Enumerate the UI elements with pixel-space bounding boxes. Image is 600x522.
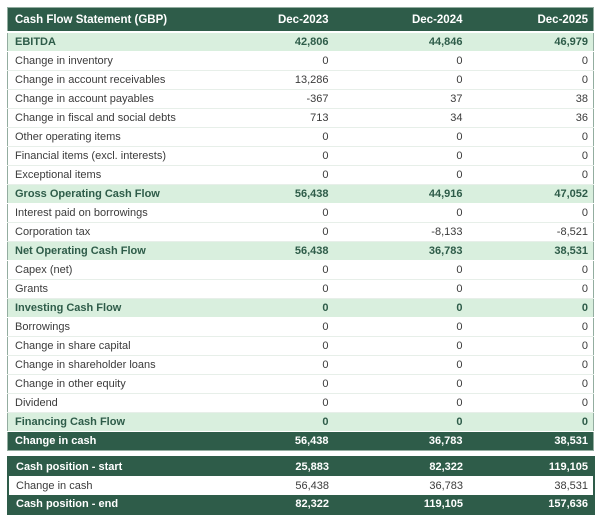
- cell-value: 0: [231, 375, 334, 394]
- cell-value: 25,883: [231, 457, 334, 477]
- row-label: Change in account payables: [8, 90, 231, 109]
- table-row: [8, 52, 594, 71]
- row-label: Investing Cash Flow: [8, 299, 231, 318]
- cell-value: 0: [468, 261, 594, 280]
- cell-value: 38,531: [468, 432, 594, 451]
- cell-value: 0: [468, 375, 594, 394]
- row-label: Change in cash: [8, 432, 231, 451]
- cell-value: 0: [468, 413, 594, 432]
- table-row: [8, 457, 594, 477]
- table-row: [8, 185, 594, 204]
- row-label: Dividend: [8, 394, 231, 413]
- row-label: Financing Cash Flow: [8, 413, 231, 432]
- cell-value: 36: [468, 109, 594, 128]
- table-row: [8, 71, 594, 90]
- cell-value: 0: [468, 128, 594, 147]
- row-label: Change in fiscal and social debts: [8, 109, 231, 128]
- cell-value: 36,783: [334, 242, 468, 261]
- row-label: Cash position - start: [8, 457, 231, 477]
- table-title: Cash Flow Statement (GBP): [8, 8, 231, 33]
- cell-value: 38,531: [468, 242, 594, 261]
- table-row: [8, 318, 594, 337]
- table-row: [8, 90, 594, 109]
- cell-value: 0: [231, 337, 334, 356]
- cell-value: 37: [334, 90, 468, 109]
- table-row: [8, 204, 594, 223]
- table-row: [8, 242, 594, 261]
- table-row: [8, 299, 594, 318]
- cell-value: -367: [231, 90, 334, 109]
- table-header-row: [8, 8, 594, 33]
- table-row: [8, 223, 594, 242]
- cell-value: 0: [334, 204, 468, 223]
- table-row: [8, 337, 594, 356]
- cell-value: 42,806: [231, 32, 334, 52]
- row-label: Change in other equity: [8, 375, 231, 394]
- cell-value: 0: [468, 147, 594, 166]
- cell-value: 0: [231, 223, 334, 242]
- row-label: Change in account receivables: [8, 71, 231, 90]
- cell-value: 157,636: [468, 495, 594, 514]
- table-row: [8, 356, 594, 375]
- cell-value: 0: [231, 52, 334, 71]
- cell-value: 46,979: [468, 32, 594, 52]
- column-header-dec-2023: Dec-2023: [231, 8, 334, 33]
- row-label: Net Operating Cash Flow: [8, 242, 231, 261]
- cell-value: 0: [334, 375, 468, 394]
- cell-value: 13,286: [231, 71, 334, 90]
- cell-value: 36,783: [334, 432, 468, 451]
- cell-value: 119,105: [334, 495, 468, 514]
- cell-value: 0: [231, 204, 334, 223]
- row-label: Change in shareholder loans: [8, 356, 231, 375]
- cell-value: 0: [334, 318, 468, 337]
- cell-value: 34: [334, 109, 468, 128]
- row-label: Other operating items: [8, 128, 231, 147]
- cell-value: 56,438: [231, 477, 334, 496]
- cell-value: 56,438: [231, 242, 334, 261]
- row-label: Grants: [8, 280, 231, 299]
- cell-value: 0: [231, 261, 334, 280]
- cell-value: 0: [334, 52, 468, 71]
- cell-value: 0: [231, 394, 334, 413]
- cell-value: 0: [468, 318, 594, 337]
- cash-flow-table: [7, 7, 594, 451]
- table-row: [8, 413, 594, 432]
- cash-position-table: [7, 456, 595, 515]
- cell-value: 56,438: [231, 432, 334, 451]
- cell-value: 36,783: [334, 477, 468, 496]
- cell-value: 47,052: [468, 185, 594, 204]
- cell-value: -8,133: [334, 223, 468, 242]
- table-row: [8, 375, 594, 394]
- cell-value: 713: [231, 109, 334, 128]
- row-label: Borrowings: [8, 318, 231, 337]
- table-row: [8, 477, 594, 496]
- cell-value: 0: [468, 337, 594, 356]
- table-row: [8, 280, 594, 299]
- row-label: Capex (net): [8, 261, 231, 280]
- table-row: [8, 495, 594, 514]
- cell-value: 0: [334, 128, 468, 147]
- cell-value: 0: [231, 128, 334, 147]
- cell-value: 0: [334, 166, 468, 185]
- cell-value: 82,322: [334, 457, 468, 477]
- cell-value: 0: [334, 299, 468, 318]
- table-row: [8, 394, 594, 413]
- cell-value: 0: [231, 299, 334, 318]
- cell-value: 0: [334, 413, 468, 432]
- cell-value: 0: [231, 166, 334, 185]
- cell-value: 0: [334, 356, 468, 375]
- cell-value: 0: [334, 337, 468, 356]
- row-label: Corporation tax: [8, 223, 231, 242]
- row-label: Change in share capital: [8, 337, 231, 356]
- column-header-dec-2025: Dec-2025: [468, 8, 594, 33]
- cell-value: 56,438: [231, 185, 334, 204]
- cell-value: 0: [231, 147, 334, 166]
- table-row: [8, 128, 594, 147]
- table-row: [8, 261, 594, 280]
- cell-value: 0: [334, 71, 468, 90]
- cell-value: 0: [334, 147, 468, 166]
- cell-value: 0: [231, 413, 334, 432]
- cell-value: 0: [468, 394, 594, 413]
- row-label: EBITDA: [8, 32, 231, 52]
- cell-value: 0: [468, 71, 594, 90]
- cell-value: 0: [334, 261, 468, 280]
- table-row: [8, 166, 594, 185]
- row-label: Interest paid on borrowings: [8, 204, 231, 223]
- cell-value: 38: [468, 90, 594, 109]
- table-row: [8, 147, 594, 166]
- cell-value: 38,531: [468, 477, 594, 496]
- table-row: [8, 109, 594, 128]
- cell-value: 0: [468, 299, 594, 318]
- cell-value: 44,846: [334, 32, 468, 52]
- cell-value: 0: [468, 166, 594, 185]
- column-header-dec-2024: Dec-2024: [334, 8, 468, 33]
- cell-value: 0: [468, 280, 594, 299]
- cell-value: 119,105: [468, 457, 594, 477]
- cell-value: 0: [468, 204, 594, 223]
- cell-value: 82,322: [231, 495, 334, 514]
- row-label: Change in cash: [8, 477, 231, 496]
- cell-value: 0: [468, 356, 594, 375]
- cell-value: 44,916: [334, 185, 468, 204]
- cell-value: 0: [334, 280, 468, 299]
- table-row: [8, 32, 594, 52]
- cell-value: 0: [468, 52, 594, 71]
- row-label: Gross Operating Cash Flow: [8, 185, 231, 204]
- row-label: Change in inventory: [8, 52, 231, 71]
- cell-value: -8,521: [468, 223, 594, 242]
- table-row: [8, 432, 594, 451]
- row-label: Exceptional items: [8, 166, 231, 185]
- row-label: Cash position - end: [8, 495, 231, 514]
- cell-value: 0: [231, 280, 334, 299]
- cell-value: 0: [334, 394, 468, 413]
- row-label: Financial items (excl. interests): [8, 147, 231, 166]
- cell-value: 0: [231, 318, 334, 337]
- cell-value: 0: [231, 356, 334, 375]
